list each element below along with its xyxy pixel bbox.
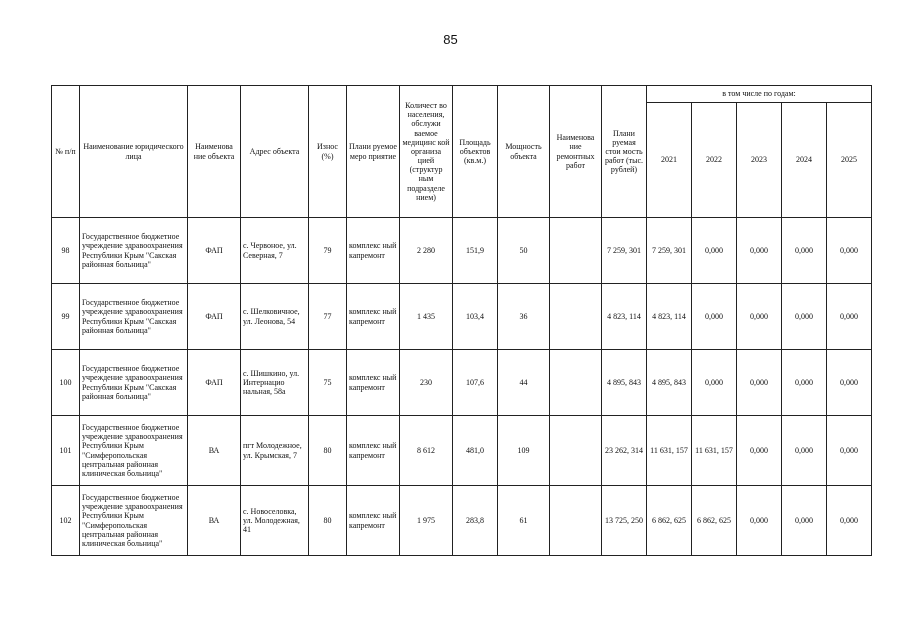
cell-year-2021: 4 895, 843 [647, 350, 692, 416]
cell-cost: 13 725, 250 [602, 486, 647, 556]
cell-address: с. Новоселовка, ул. Молодежная, 41 [241, 486, 309, 556]
cell-year-2024: 0,000 [782, 218, 827, 284]
cell-legal-name: Государственное бюджетное учреждение здравоохранения Республики Крым "Симферопольская центральная районная клиническая больница" [80, 486, 188, 556]
cell-object: ФАП [188, 350, 241, 416]
col-header-year: 2025 [827, 103, 872, 218]
cell-works [550, 218, 602, 284]
cell-year-2023: 0,000 [737, 284, 782, 350]
cell-year-2022: 0,000 [692, 284, 737, 350]
cell-area: 103,4 [453, 284, 498, 350]
col-header-works-name: Наименова ние ремонтных работ [550, 86, 602, 218]
cell-year-2021: 6 862, 625 [647, 486, 692, 556]
cell-address: с. Червоное, ул. Северная, 7 [241, 218, 309, 284]
cell-capacity: 44 [498, 350, 550, 416]
cell-year-2025: 0,000 [827, 284, 872, 350]
cell-year-2023: 0,000 [737, 416, 782, 486]
cell-wear: 75 [309, 350, 347, 416]
table-row [52, 416, 872, 486]
cell-cost: 4 895, 843 [602, 350, 647, 416]
cell-population: 1 435 [400, 284, 453, 350]
cell-measure: комплекс ный капремонт [347, 218, 400, 284]
cell-year-2023: 0,000 [737, 218, 782, 284]
cell-address: с. Шелковичное, ул. Леонова, 54 [241, 284, 309, 350]
col-header-year: 2023 [737, 103, 782, 218]
col-header-capacity: Мощность объекта [498, 86, 550, 218]
cell-year-2022: 11 631, 157 [692, 416, 737, 486]
col-header-area: Площадь объектов (кв.м.) [453, 86, 498, 218]
cell-area: 481,0 [453, 416, 498, 486]
cell-year-2021: 11 631, 157 [647, 416, 692, 486]
header-row-group [52, 86, 872, 103]
cell-capacity: 109 [498, 416, 550, 486]
cell-population: 230 [400, 350, 453, 416]
col-header-planned-measure: Плани руемое меро приятие [347, 86, 400, 218]
cell-num: 100 [52, 350, 80, 416]
cell-legal-name: Государственное бюджетное учреждение здравоохранения Республики Крым "Симферопольская центральная районная клиническая больница" [80, 416, 188, 486]
cell-object: ВА [188, 486, 241, 556]
col-header-population: Количест во населения, обслужи ваемое медицинс кой организа цией (структур ным подразделе нием) [400, 86, 453, 218]
cell-cost: 7 259, 301 [602, 218, 647, 284]
cell-measure: комплекс ный капремонт [347, 486, 400, 556]
cell-year-2023: 0,000 [737, 350, 782, 416]
cell-measure: комплекс ный капремонт [347, 350, 400, 416]
cell-object: ФАП [188, 284, 241, 350]
col-header-year: 2024 [782, 103, 827, 218]
cell-address: пгт Молодежное, ул. Крымская, 7 [241, 416, 309, 486]
table-row [52, 486, 872, 556]
cell-year-2021: 4 823, 114 [647, 284, 692, 350]
cell-measure: комплекс ный капремонт [347, 416, 400, 486]
cell-year-2022: 0,000 [692, 218, 737, 284]
col-header-planned-cost: Плани руемая стои мость работ (тыс. рублей) [602, 86, 647, 218]
table-row [52, 218, 872, 284]
cell-year-2025: 0,000 [827, 486, 872, 556]
col-header-object-name: Наименова ние объекта [188, 86, 241, 218]
cell-wear: 79 [309, 218, 347, 284]
cell-year-2024: 0,000 [782, 350, 827, 416]
cell-wear: 77 [309, 284, 347, 350]
cell-year-2023: 0,000 [737, 486, 782, 556]
cell-cost: 4 823, 114 [602, 284, 647, 350]
cell-num: 102 [52, 486, 80, 556]
cell-works [550, 416, 602, 486]
cell-legal-name: Государственное бюджетное учреждение здравоохранения Республики Крым "Сакская районная больница" [80, 284, 188, 350]
cell-year-2025: 0,000 [827, 416, 872, 486]
cell-works [550, 350, 602, 416]
cell-wear: 80 [309, 486, 347, 556]
repair-plan-table [51, 85, 872, 556]
col-header-address: Адрес объекта [241, 86, 309, 218]
cell-cost: 23 262, 314 [602, 416, 647, 486]
cell-year-2024: 0,000 [782, 486, 827, 556]
cell-year-2025: 0,000 [827, 350, 872, 416]
col-header-wear: Износ (%) [309, 86, 347, 218]
cell-population: 8 612 [400, 416, 453, 486]
table-row [52, 284, 872, 350]
cell-num: 98 [52, 218, 80, 284]
cell-legal-name: Государственное бюджетное учреждение здравоохранения Республики Крым "Сакская районная больница" [80, 350, 188, 416]
cell-wear: 80 [309, 416, 347, 486]
col-header-num: № п/п [52, 86, 80, 218]
cell-population: 2 280 [400, 218, 453, 284]
col-header-legal-name: Наименование юридического лица [80, 86, 188, 218]
cell-year-2024: 0,000 [782, 284, 827, 350]
cell-area: 283,8 [453, 486, 498, 556]
cell-year-2022: 6 862, 625 [692, 486, 737, 556]
cell-year-2021: 7 259, 301 [647, 218, 692, 284]
cell-num: 99 [52, 284, 80, 350]
cell-legal-name: Государственное бюджетное учреждение здравоохранения Республики Крым "Сакская районная больница" [80, 218, 188, 284]
cell-year-2022: 0,000 [692, 350, 737, 416]
cell-object: ФАП [188, 218, 241, 284]
cell-year-2024: 0,000 [782, 416, 827, 486]
cell-area: 151,9 [453, 218, 498, 284]
cell-measure: комплекс ный капремонт [347, 284, 400, 350]
col-header-year: 2021 [647, 103, 692, 218]
table-row [52, 350, 872, 416]
cell-works [550, 284, 602, 350]
cell-object: ВА [188, 416, 241, 486]
cell-capacity: 50 [498, 218, 550, 284]
cell-capacity: 61 [498, 486, 550, 556]
cell-year-2025: 0,000 [827, 218, 872, 284]
page-number: 85 [443, 32, 458, 47]
col-header-years-group: в том числе по годам: [647, 86, 872, 103]
col-header-year: 2022 [692, 103, 737, 218]
cell-address: с. Шишкино, ул. Интернацио нальная, 58а [241, 350, 309, 416]
cell-works [550, 486, 602, 556]
cell-area: 107,6 [453, 350, 498, 416]
cell-num: 101 [52, 416, 80, 486]
cell-capacity: 36 [498, 284, 550, 350]
cell-population: 1 975 [400, 486, 453, 556]
